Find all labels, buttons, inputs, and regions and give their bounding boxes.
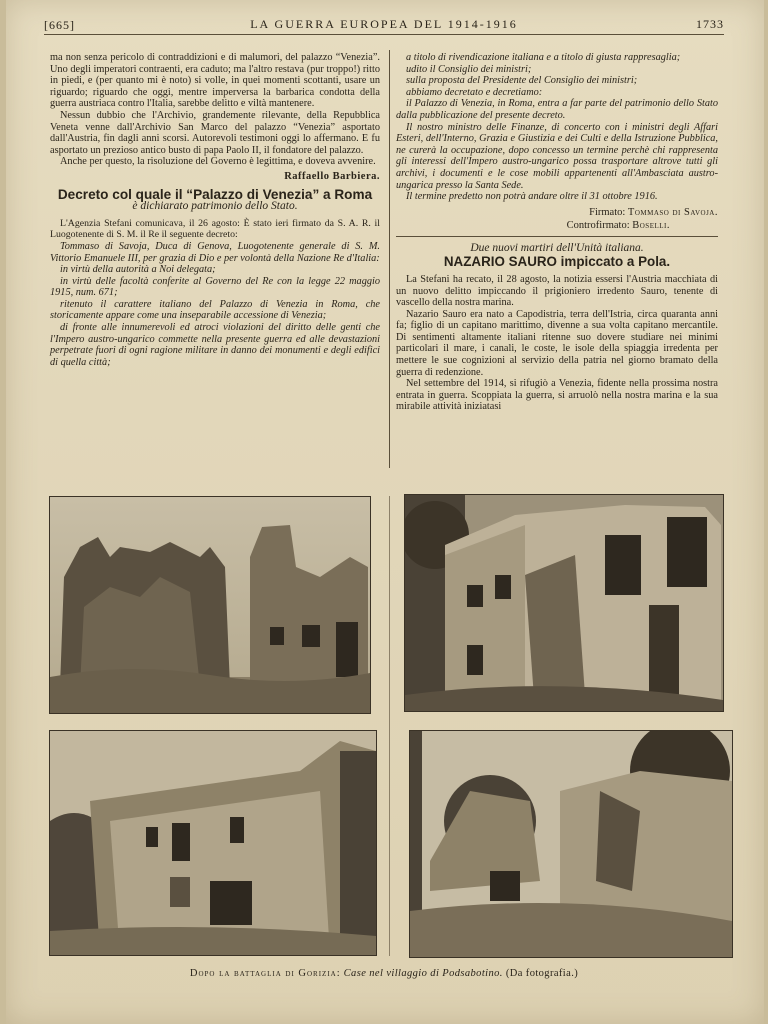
sauro-kicker: Due nuovi martiri dell'Unità italiana. <box>470 241 644 254</box>
photo-ruined-house-4 <box>409 730 733 958</box>
decree-cont-7: Il termine predetto non potrà andare oltre il 31 ottobre 1916. <box>406 191 658 203</box>
sauro-paragraph-1: La Stefani ha recato, il 28 agosto, la notizia essersi l'Austria macchiata di un nuovo delitto impiccando il prigioniero irredento Sauro, tenente di vascello della nostra marina. <box>396 273 718 309</box>
sauro-paragraph-3: Nel settembre del 1914, si rifugiò a Venezia, fidente nella prossima nostra entrata in guerra. Scoppiata la guerra, si arruolò nella nostra marina e la sua mirabile attività iniziatasi <box>396 378 718 413</box>
photo-ruined-house-2 <box>404 494 724 712</box>
decree-paragraph-5: di fronte alle innumerevoli ed atroci violazioni del diritto delle genti che l'Impero austro-ungarico commette nella presente guerra ed alle devastazioni perpetrate fuori di ogni ragione militare in danno dei monumenti e degli edifici di quella città; <box>50 322 380 368</box>
photo-caption <box>44 968 724 979</box>
column-divider <box>389 50 390 468</box>
photo-gutter <box>389 496 390 956</box>
sauro-title: NAZARIO SAURO impiccato a Pola. <box>443 254 671 270</box>
running-title: LA GUERRA EUROPEA DEL 1914-1916 <box>250 17 518 31</box>
caption-credit: (Da fotografia.) <box>505 968 579 979</box>
decree-cont-4: abbiamo decretato e decretiamo: <box>406 86 543 98</box>
intro-paragraph-2: Nessun dubbio che l'Archivio, grandemente rilevante, della Repubblica Veneta venne dall'Archivio San Marco del palazzo “Venezia” asportato dall'Austria, fin dagli anni scorsi. Autorevoli testimoni oggi lo affermano. E fu asportato un prezioso antico busto di papa Paolo II, il fondatore del palazzo. <box>50 109 380 156</box>
caption-body: Case nel villaggio di Podsabotino. <box>343 968 503 979</box>
decree-cont-1: a titolo di rivendicazione italiana e a titolo di giusta rappresaglia; <box>406 52 681 63</box>
caption-lead: Dopo la battaglia di Gorizia: <box>189 968 341 979</box>
right-column <box>396 52 718 413</box>
left-column <box>50 52 380 368</box>
author-signature: Raffaello Barbiera. <box>284 170 380 182</box>
section-rule <box>396 236 718 237</box>
signed-label: Firmato: <box>589 206 626 218</box>
decree-paragraph-1: Tommaso di Savoja, Duca di Genova, Luogotenente generale di S. M. Vittorio Emanuele III, per grazia di Dio e per volontà della Nazione Re d'Italia: <box>50 240 380 264</box>
decree-paragraph-4: ritenuto il carattere italiano del Palazzo di Venezia in Roma, che storicamente appare come una inseparabile accessione di Venezia; <box>50 298 380 322</box>
decree-title: Decreto col quale il “Palazzo di Venezia” a Roma <box>57 186 373 202</box>
decree-cont-5: il Palazzo di Venezia, in Roma, entra a far parte del patrimonio dello Stato dalla pubblicazione del presente decreto. <box>396 98 718 121</box>
countersigned-label: Controfirmato: <box>566 219 630 231</box>
sauro-paragraph-2: Nazario Sauro era nato a Capodistria, terra dell'Istria, circa quaranta anni fa; figlio di un capitano marittimo, divenne a sua volta capitano mercantile. Di sentimenti altamente italiani ritenne suo dovere studiare nei minimi particolari il mare, i canali, le coste, le isole della spiaggia irredenta per mettere le sue cognizioni al servizio della patria nel giorno bramato della guerra di redenzione. <box>396 308 718 378</box>
decree-cont-3: sulla proposta del Presidente del Consiglio dei ministri; <box>406 75 638 87</box>
page-number-right: 1733 <box>696 17 724 31</box>
decree-cont-6: Il nostro ministro delle Finanze, di concerto con i ministri degli Affari Esteri, dell'Interno, Grazia e Giustizia e dei Culti e della Istruzione Pubblica, ne curerà la occupazione, dopo concesso un termine perchè chi rappresenta gli interessi dell'Impero austro-ungarico possa trasportare altrove tutti gli archivi, i documenti e le cose mobili appartenenti all'Ambasciata austro-ungarica presso la Santa Sede. <box>396 121 718 191</box>
decree-intro: L'Agenzia Stefani comunicava, il 26 agosto: È stato ieri firmato da S. A. R. il Luogotenente di S. M. il Re il seguente decreto: <box>50 217 380 241</box>
signed-name: Tommaso di Savoja. <box>627 206 718 218</box>
photo-ruined-house-1 <box>49 496 371 714</box>
decree-paragraph-3: in virtù delle facoltà conferite al Governo del Re con la legge 22 maggio 1915, num. 671; <box>50 275 380 299</box>
decree-signers <box>396 206 718 232</box>
page-number-left: [665] <box>44 18 75 32</box>
running-header <box>44 14 724 35</box>
photo-ruined-house-3 <box>49 730 377 956</box>
decree-subtitle: è dichiarato patrimonio dello Stato. <box>132 200 298 213</box>
decree-paragraph-2: in virtù della autorità a Noi delegata; <box>60 264 216 276</box>
decree-cont-2: udito il Consiglio dei ministri; <box>406 63 532 75</box>
intro-paragraph-3: Anche per questo, la risoluzione del Governo è legittima, e doveva avvenire. <box>60 156 376 168</box>
intro-paragraph-1: ma non senza pericolo di contraddizioni e di malumori, del palazzo “Venezia”. Uno degli imperatori contraenti, era caduto; ma l'altro restava (pur troppo!) ritto in piedi, e (per quanto mi è noto) si volle, in quei momenti scottanti, usare un riguardo; riguardo che oggi, mentre imperversa la barbarica condotta della guerra austriaca contro l'Italia, sarebbe delitto e viltà mantenere. <box>50 52 380 110</box>
countersigned-name: Boselli. <box>632 219 670 231</box>
